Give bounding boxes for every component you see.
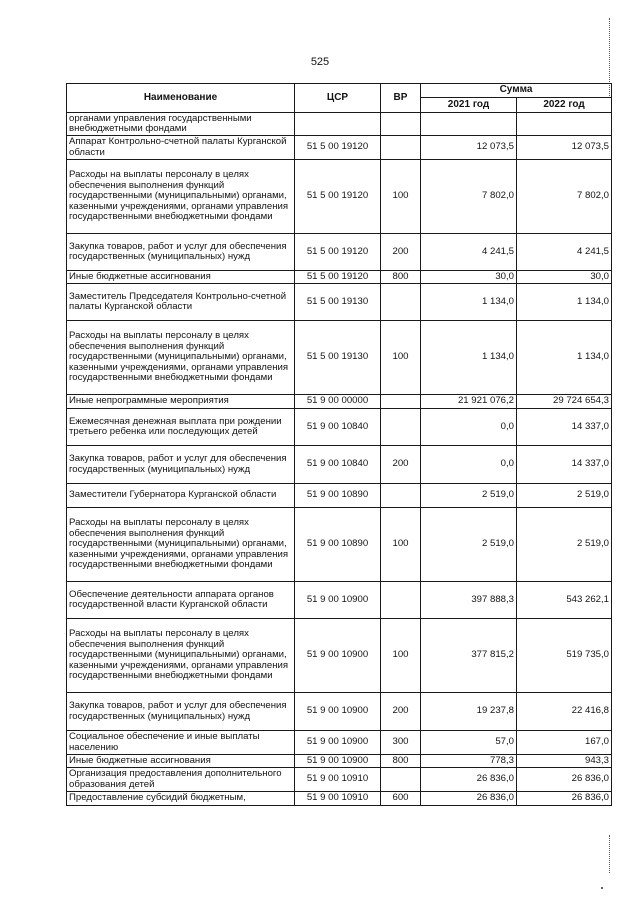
row-csr: 51 9 00 10900	[295, 755, 381, 768]
row-sum-2021: 19 237,8	[421, 693, 517, 731]
row-csr: 51 9 00 10910	[295, 768, 381, 792]
row-csr: 51 9 00 10900	[295, 731, 381, 755]
table-row	[67, 113, 612, 136]
row-csr: 51 5 00 19130	[295, 284, 381, 321]
row-name: Предоставление субсидий бюджетным,	[67, 792, 295, 806]
row-csr: 51 9 00 10840	[295, 409, 381, 446]
row-sum-2021: 4 241,5	[421, 234, 517, 271]
row-name: Иные непрограммные мероприятия	[67, 395, 295, 409]
table-row	[67, 136, 612, 160]
budget-table	[66, 83, 612, 806]
row-csr	[295, 113, 381, 136]
row-sum-2021: 1 134,0	[421, 284, 517, 321]
row-name: Заместитель Председателя Контрольно-счетной палаты Курганской области	[67, 284, 295, 321]
row-csr: 51 9 00 10840	[295, 446, 381, 484]
row-csr: 51 5 00 19120	[295, 234, 381, 271]
row-vr: 800	[381, 755, 421, 768]
row-vr	[381, 768, 421, 792]
row-name: Закупка товаров, работ и услуг для обеспечения государственных (муниципальных) нужд	[67, 234, 295, 271]
table-row	[67, 409, 612, 446]
row-sum-2021: 0,0	[421, 446, 517, 484]
header-name: Наименование	[67, 84, 295, 113]
table-row	[67, 484, 612, 508]
table-row	[67, 693, 612, 731]
row-vr: 300	[381, 731, 421, 755]
scan-dot	[601, 887, 603, 889]
table-row	[67, 619, 612, 693]
row-name: Расходы на выплаты персоналу в целях обеспечения выполнения функций государственными (муниципальными) органами, казенными учреждениями, органами управления государственными внебюджетными фондами	[67, 619, 295, 693]
row-name: Иные бюджетные ассигнования	[67, 755, 295, 768]
row-name: Закупка товаров, работ и услуг для обеспечения государственных (муниципальных) нужд	[67, 446, 295, 484]
row-csr: 51 5 00 19130	[295, 321, 381, 395]
row-csr: 51 5 00 19120	[295, 271, 381, 284]
header-year-2021: 2021 год	[421, 98, 517, 113]
table-row	[67, 160, 612, 234]
table-row	[67, 792, 612, 806]
page-number: 525	[310, 56, 330, 68]
row-sum-2022: 943,3	[517, 755, 612, 768]
row-sum-2021: 26 836,0	[421, 792, 517, 806]
table-row	[67, 755, 612, 768]
row-sum-2022: 519 735,0	[517, 619, 612, 693]
row-vr	[381, 582, 421, 619]
row-sum-2022: 26 836,0	[517, 792, 612, 806]
row-sum-2021: 2 519,0	[421, 484, 517, 508]
row-name: Аппарат Контрольно-счетной палаты Курганской области	[67, 136, 295, 160]
row-csr: 51 9 00 10900	[295, 693, 381, 731]
row-sum-2021: 377 815,2	[421, 619, 517, 693]
row-sum-2021: 26 836,0	[421, 768, 517, 792]
row-vr: 100	[381, 619, 421, 693]
row-sum-2021: 2 519,0	[421, 508, 517, 582]
row-sum-2021: 1 134,0	[421, 321, 517, 395]
table-row	[67, 446, 612, 484]
row-sum-2021: 21 921 076,2	[421, 395, 517, 409]
row-sum-2021: 12 073,5	[421, 136, 517, 160]
row-csr: 51 9 00 10910	[295, 792, 381, 806]
row-sum-2021: 57,0	[421, 731, 517, 755]
row-vr: 200	[381, 234, 421, 271]
row-sum-2022	[517, 113, 612, 136]
row-csr: 51 9 00 10890	[295, 484, 381, 508]
row-sum-2022: 1 134,0	[517, 321, 612, 395]
row-vr: 100	[381, 160, 421, 234]
row-csr: 51 9 00 00000	[295, 395, 381, 409]
row-sum-2022: 14 337,0	[517, 446, 612, 484]
table-row	[67, 321, 612, 395]
table-row	[67, 582, 612, 619]
row-csr: 51 9 00 10900	[295, 619, 381, 693]
row-vr: 200	[381, 693, 421, 731]
row-sum-2022: 14 337,0	[517, 409, 612, 446]
row-sum-2021: 778,3	[421, 755, 517, 768]
row-vr	[381, 395, 421, 409]
row-sum-2022: 29 724 654,3	[517, 395, 612, 409]
table-row	[67, 731, 612, 755]
row-name: Расходы на выплаты персоналу в целях обеспечения выполнения функций государственными (муниципальными) органами, казенными учреждениями, органами управления государственными внебюджетными фондами	[67, 160, 295, 234]
row-csr: 51 5 00 19120	[295, 160, 381, 234]
row-name: Заместители Губернатора Курганской области	[67, 484, 295, 508]
row-vr: 600	[381, 792, 421, 806]
row-name: Социальное обеспечение и иные выплаты населению	[67, 731, 295, 755]
row-sum-2022: 12 073,5	[517, 136, 612, 160]
table-row	[67, 271, 612, 284]
row-sum-2022: 2 519,0	[517, 484, 612, 508]
row-name: Расходы на выплаты персоналу в целях обеспечения выполнения функций государственными (муниципальными) органами, казенными учреждениями, органами управления государственными внебюджетными фондами	[67, 321, 295, 395]
header-csr: ЦСР	[295, 84, 381, 113]
row-vr: 100	[381, 508, 421, 582]
row-vr: 100	[381, 321, 421, 395]
row-vr: 200	[381, 446, 421, 484]
table-row	[67, 395, 612, 409]
header-year-2022: 2022 год	[517, 98, 612, 113]
row-sum-2021: 30,0	[421, 271, 517, 284]
header-vr: ВР	[381, 84, 421, 113]
table-row	[67, 508, 612, 582]
row-name: Обеспечение деятельности аппарата органов государственной власти Курганской области	[67, 582, 295, 619]
row-name: Ежемесячная денежная выплата при рождении третьего ребенка или последующих детей	[67, 409, 295, 446]
row-vr	[381, 136, 421, 160]
header-sum: Сумма	[421, 84, 612, 98]
row-name: Организация предоставления дополнительного образования детей	[67, 768, 295, 792]
table-row	[67, 284, 612, 321]
row-sum-2021: 397 888,3	[421, 582, 517, 619]
row-vr	[381, 284, 421, 321]
row-sum-2022: 2 519,0	[517, 508, 612, 582]
row-sum-2021: 7 802,0	[421, 160, 517, 234]
row-vr	[381, 409, 421, 446]
table-row	[67, 768, 612, 792]
row-vr	[381, 484, 421, 508]
row-name: органами управления государственными внебюджетными фондами	[67, 113, 295, 136]
row-sum-2022: 22 416,8	[517, 693, 612, 731]
row-sum-2022: 167,0	[517, 731, 612, 755]
row-sum-2022: 4 241,5	[517, 234, 612, 271]
row-vr: 800	[381, 271, 421, 284]
row-name: Иные бюджетные ассигнования	[67, 271, 295, 284]
row-sum-2022: 7 802,0	[517, 160, 612, 234]
row-sum-2022: 1 134,0	[517, 284, 612, 321]
row-csr: 51 9 00 10890	[295, 508, 381, 582]
row-name: Расходы на выплаты персоналу в целях обеспечения выполнения функций государственными (муниципальными) органами, казенными учреждениями, органами управления государственными внебюджетными фондами	[67, 508, 295, 582]
table-row	[67, 234, 612, 271]
row-csr: 51 9 00 10900	[295, 582, 381, 619]
row-name: Закупка товаров, работ и услуг для обеспечения государственных (муниципальных) нужд	[67, 693, 295, 731]
row-sum-2022: 543 262,1	[517, 582, 612, 619]
row-sum-2022: 26 836,0	[517, 768, 612, 792]
row-sum-2021: 0,0	[421, 409, 517, 446]
row-vr	[381, 113, 421, 136]
scan-edge-mark-bottom	[609, 835, 610, 873]
row-csr: 51 5 00 19120	[295, 136, 381, 160]
row-sum-2022: 30,0	[517, 271, 612, 284]
row-sum-2021	[421, 113, 517, 136]
